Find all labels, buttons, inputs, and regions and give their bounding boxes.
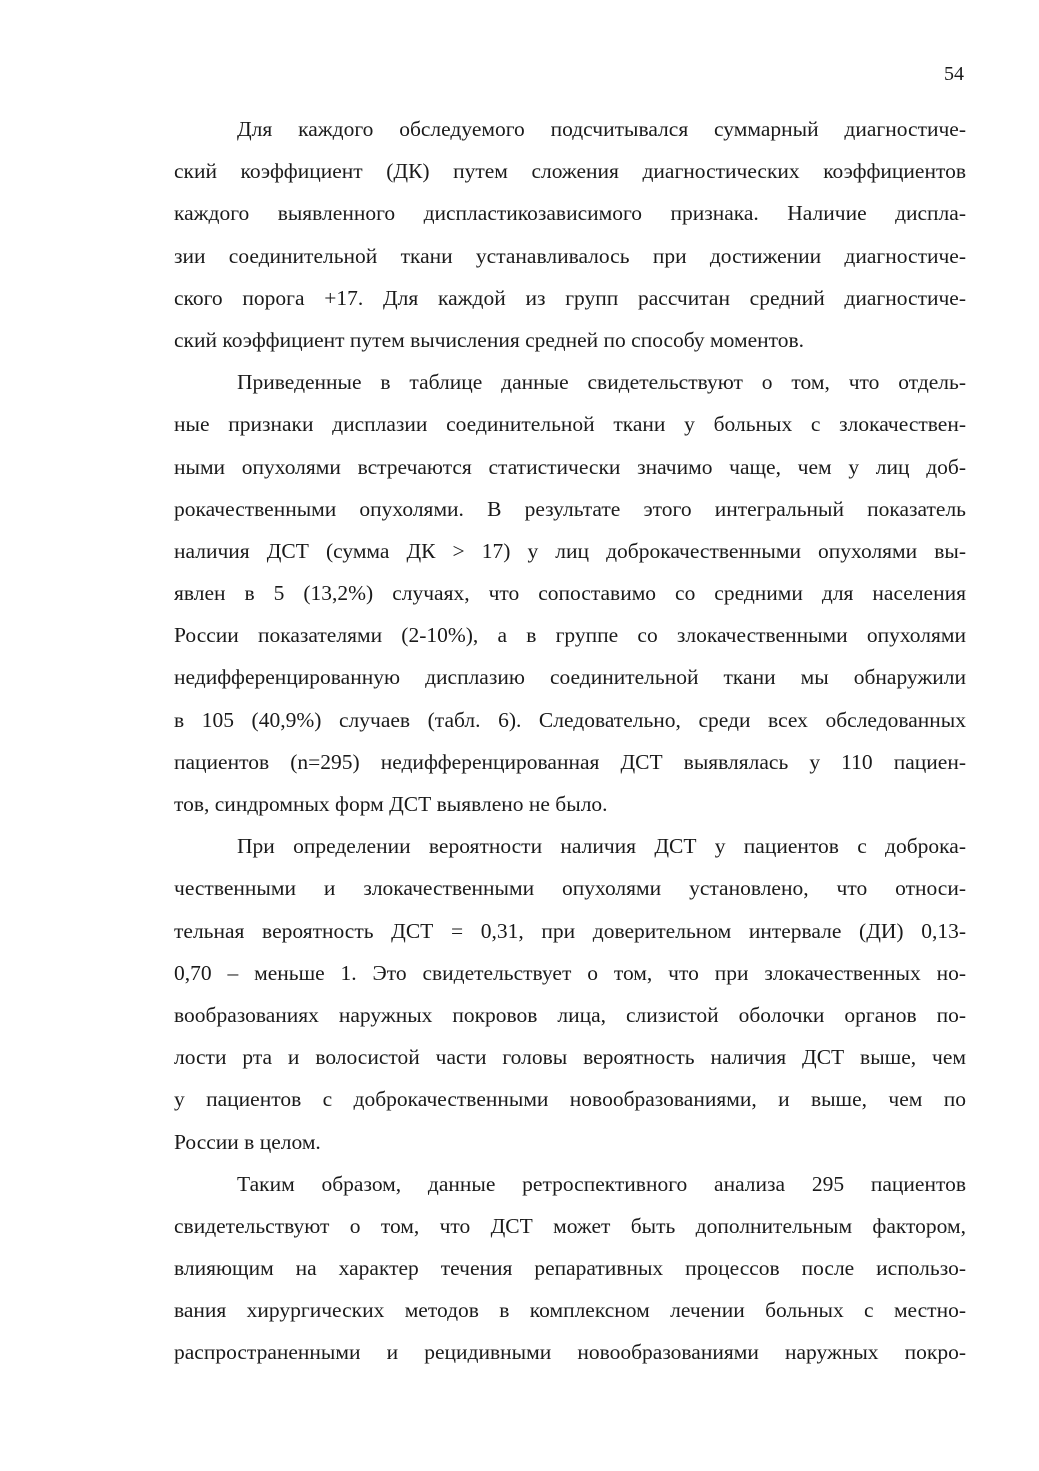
text-line: зии соединительной ткани устанавливалось при достижении диагностиче-: [174, 243, 966, 268]
text-line: Для каждого обследуемого подсчитывался суммарный диагностиче-: [237, 117, 966, 141]
page-number: 54: [944, 63, 964, 85]
text-line: наличия ДСТ (сумма ДК > 17) у лиц доброкачественными опухолями вы-: [174, 538, 966, 563]
text-line: каждого выявленного диспластикозависимого признака. Наличие диспла-: [174, 201, 966, 226]
text-line: чественными и злокачественными опухолями установлено, что относи-: [174, 876, 966, 901]
text-line: тов, синдромных форм ДСТ выявлено не было.: [174, 792, 608, 816]
text-line: в 105 (40,9%) случаев (табл. 6). Следовательно, среди всех обследованных: [174, 707, 966, 732]
text-line: ными опухолями встречаются статистически значимо чаще, чем у лиц доб-: [174, 454, 966, 479]
text-line: 0,70 – меньше 1. Это свидетельствует о том, что при злокачественных но-: [174, 960, 966, 985]
text-line: пациентов (n=295) недифференцированная ДСТ выявлялась у 110 пациен-: [174, 749, 966, 774]
text-line: При определении вероятности наличия ДСТ у пациентов с доброка-: [237, 834, 966, 859]
text-line: России показателями (2-10%), а в группе со злокачественными опухолями: [174, 623, 966, 648]
text-line: вообразованиях наружных покровов лица, слизистой оболочки органов по-: [174, 1002, 966, 1027]
text-line: Таким образом, данные ретроспективного анализа 295 пациентов: [237, 1171, 966, 1196]
text-line: у пациентов с доброкачественными новообразованиями, и выше, чем по: [174, 1087, 966, 1112]
paragraph: [174, 825, 966, 1163]
text-line: вания хирургических методов в комплексном лечении больных с местно-: [174, 1298, 966, 1323]
paragraph: [174, 1163, 966, 1374]
text-line: России в целом.: [174, 1129, 321, 1154]
body-text: [174, 108, 966, 1374]
text-line: влияющим на характер течения репаративных процессов после использо-: [174, 1256, 966, 1281]
paragraph: [174, 108, 966, 361]
text-line: свидетельствуют о том, что ДСТ может быть дополнительным фактором,: [174, 1213, 966, 1238]
text-line: ский коэффициент путем вычисления средней по способу моментов.: [174, 327, 805, 352]
text-line: тельная вероятность ДСТ = 0,31, при доверительном интервале (ДИ) 0,13-: [174, 918, 966, 943]
text-line: лости рта и волосистой части головы вероятность наличия ДСТ выше, чем: [174, 1045, 966, 1070]
text-line: ского порога +17. Для каждой из групп рассчитан средний диагностиче-: [174, 285, 966, 310]
text-line: явлен в 5 (13,2%) случаях, что сопоставимо со средними для населения: [174, 581, 966, 606]
text-line: ные признаки дисплазии соединительной ткани у больных с злокачествен-: [174, 412, 966, 437]
text-line: ский коэффициент (ДК) путем сложения диагностических коэффициентов: [174, 159, 966, 184]
text-line: недифференцированную дисплазию соединительной ткани мы обнаружили: [174, 665, 966, 690]
paragraph: [174, 361, 966, 825]
text-line: распространенными и рецидивными новообразованиями наружных покро-: [174, 1340, 966, 1365]
text-line: рокачественными опухолями. В результате этого интегральный показатель: [174, 496, 966, 521]
text-line: Приведенные в таблице данные свидетельствуют о том, что отдель-: [237, 370, 966, 395]
